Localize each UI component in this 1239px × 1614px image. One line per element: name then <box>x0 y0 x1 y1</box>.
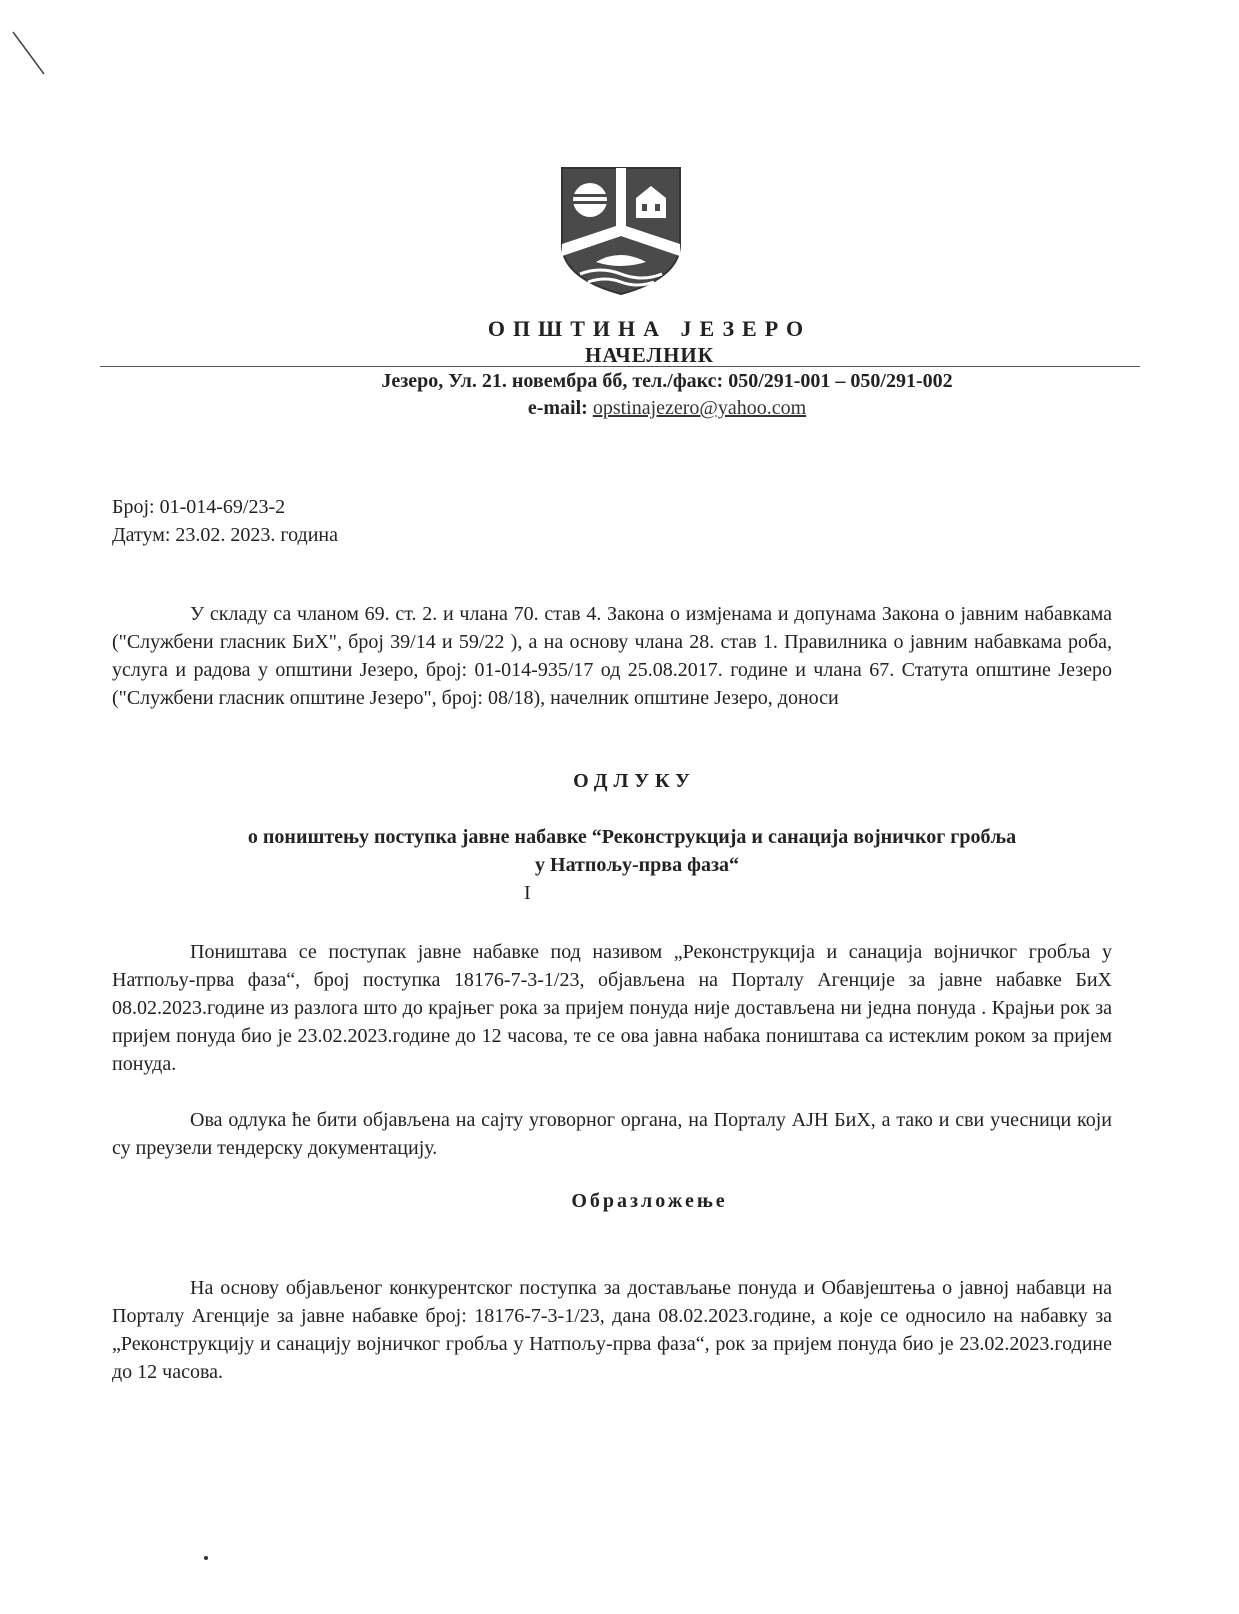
email-link[interactable]: opstinajezero@yahoo.com <box>592 397 807 419</box>
decision-subject-line2: у Натпољу-прва фаза“ <box>535 854 739 876</box>
decision-subject-line1: о поништењу поступка јавне набавке “Реконструкција и санација војничког гробља <box>247 826 1017 848</box>
reasoning-title: Образложење <box>571 1190 728 1212</box>
email-label: e-mail: <box>527 397 588 419</box>
paragraph-annulment: Поништава се поступак јавне набавке под називом „Реконструкција и санација војничког гробља у Натпољу-прва фаза“, број поступка 18176-7-3-1/23, објављена на Порталу Агенције за јавне набавке БиХ 08.02.2023.године из разлога што до крајњег рока за пријем понуда није достављена ни једна понуда . Крајњи рок за пријем понуда био је 23.02.2023.године до 12 часова, те се ова јавна набака поништава са истеклим роком за пријем понуда. <box>112 941 1112 1075</box>
paragraph-publication: Ова одлука ће бити објављена на сајту уговорног органа, на Порталу АЈН БиХ, а тако и сви учесници који су преузели тендерску документацију. <box>112 1109 1112 1159</box>
header-address: Језеро, Ул. 21. новембра бб, тел./факс: 050/291-001 – 050/291-002 <box>381 370 953 392</box>
scan-dot <box>204 1556 208 1560</box>
decision-title: ОДЛУКУ <box>573 770 696 792</box>
header-divider <box>100 366 1140 367</box>
municipality-name: ОПШТИНА ЈЕЗЕРО <box>487 316 812 341</box>
document-number: Број: 01-014-69/23-2 <box>112 496 286 518</box>
intro-paragraph: У складу са чланом 69. ст. 2. и члана 70. став 4. Закона о измјенама и допунама Закона о јавним набавкама ("Службени гласник БиХ", број 39/14 и 59/22 ), а на основу члана 28. став 1. Правилника о јавним набавкама роба, услуга и радова у општини Језеро, број: 01-014-935/17 од 25.08.2017. године и члана 67. Статута општине Језеро ("Службени гласник општине Језеро", број: 08/18), начелник општине Језеро, доноси <box>112 603 1112 709</box>
paragraph-reasoning: На основу објављеног конкурентског поступка за достављање понуда и Обавјештења о јавној набавци на Порталу Агенције за јавне набавке број: 18176-7-3-1/23, дана 08.02.2023.године, а које се односило на набавку за „Реконструкцију и санацију војничког гробља у Натпољу-прва фаза“, рок за пријем понуда био је 23.02.2023.године до 12 часова. <box>112 1277 1112 1383</box>
scan-mark-line <box>10 30 50 80</box>
document-date: Датум: 23.02. 2023. година <box>112 524 339 546</box>
section-number: I <box>524 882 531 904</box>
coat-of-arms-icon <box>560 166 682 296</box>
office-title: НАЧЕЛНИК <box>585 343 714 367</box>
header-email-line <box>0 397 1239 420</box>
